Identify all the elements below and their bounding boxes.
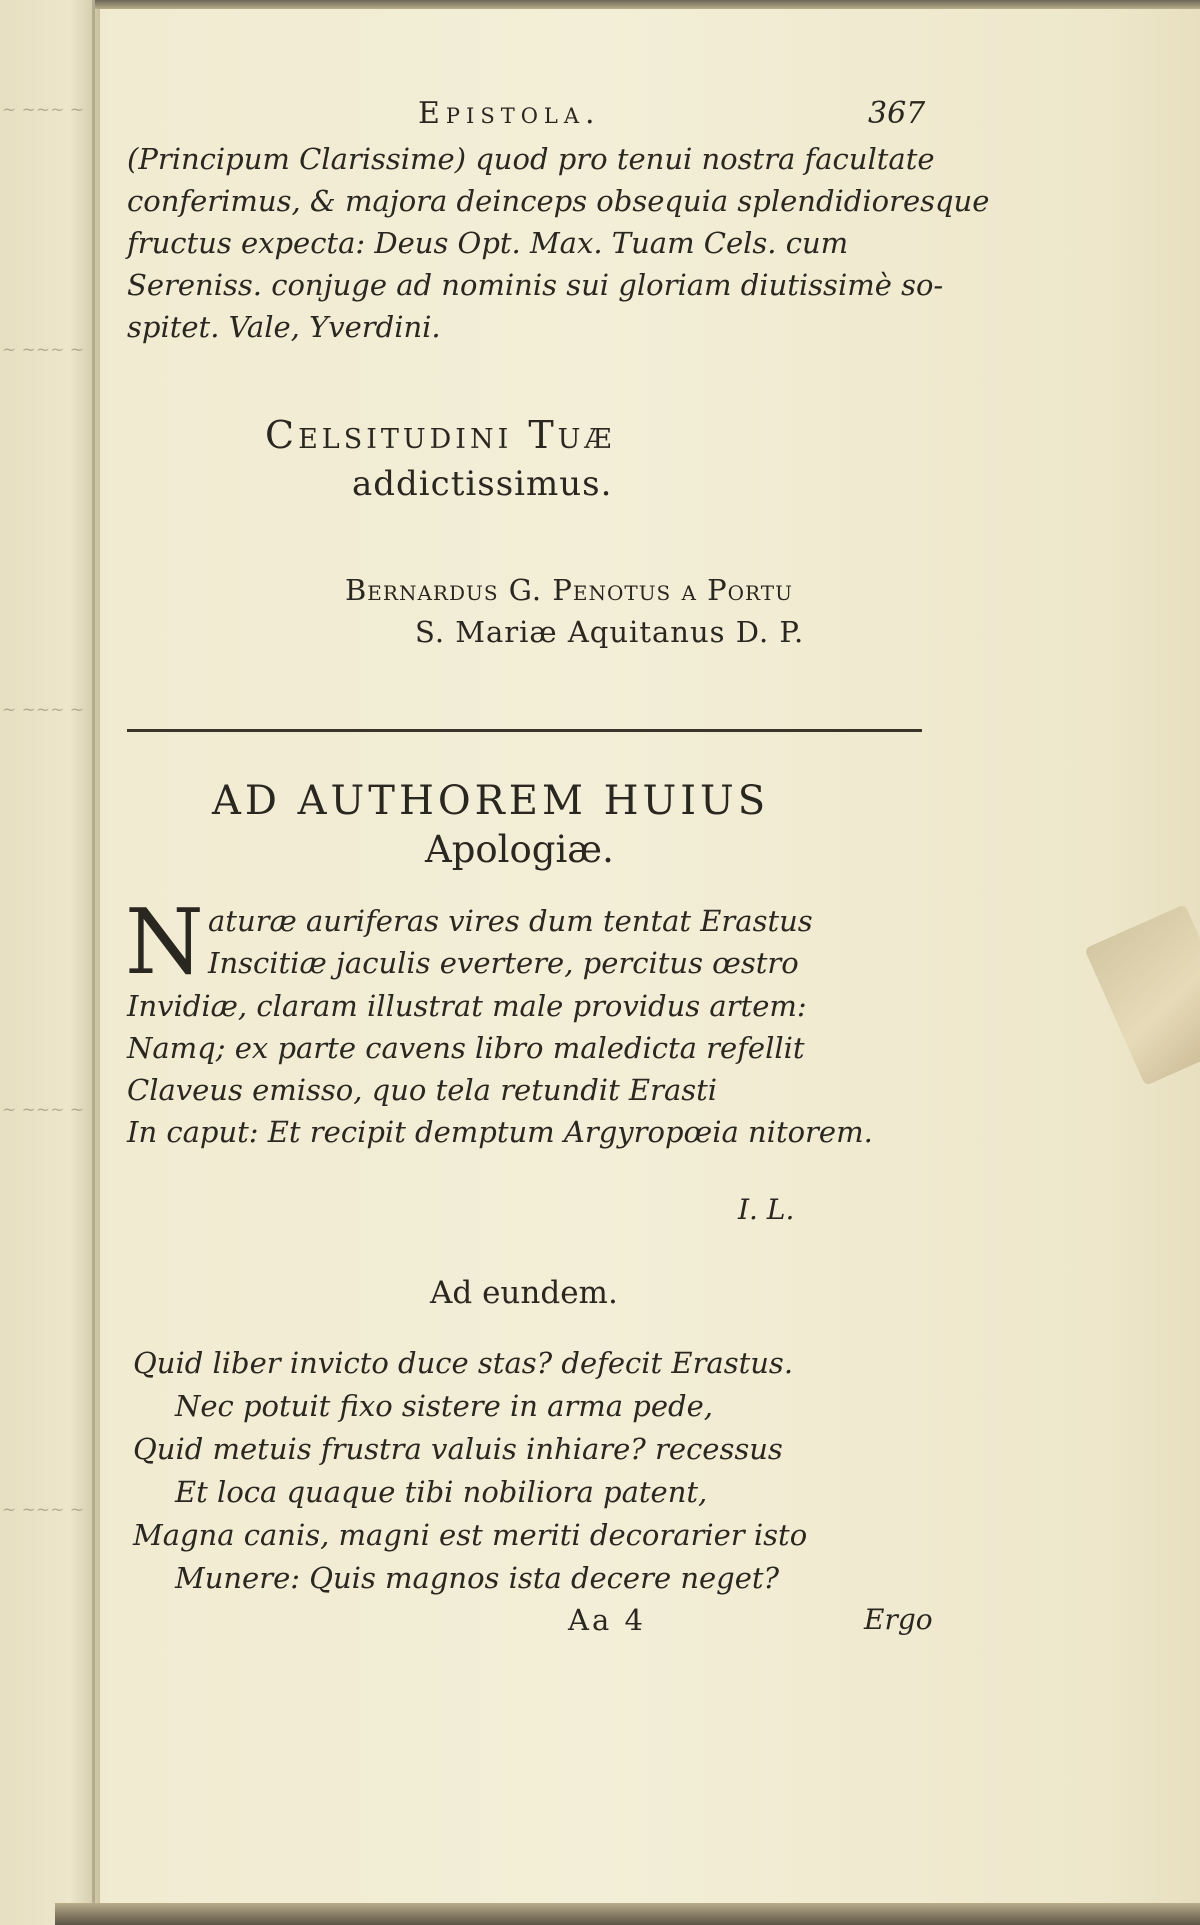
page-top-edge <box>95 0 1200 9</box>
verse-line: Magna canis, magni est meriti decorarier isto <box>133 1518 808 1552</box>
verse-line: Nec potuit fixo sistere in arma pede, <box>175 1389 713 1423</box>
prose-line: spitet. Vale, Yverdini. <box>127 310 441 344</box>
author-name: Bernardus G. Penotus a Portu <box>345 573 793 607</box>
paper-tab <box>1084 904 1200 1086</box>
salutation-line: Celsitudini Tuæ <box>265 413 616 457</box>
prose-line: conferimus, & majora deinceps obsequia splendidioresque <box>127 184 990 218</box>
verse-line: Namq; ex parte cavens libro maledicta refellit <box>127 1031 805 1065</box>
verse-line: In caput: Et recipit demptum Argyropœia nitorem. <box>127 1115 873 1149</box>
bleed-through: ~ ~~~ ~ <box>2 100 85 120</box>
poem-initials: I. L. <box>738 1193 795 1226</box>
verse-line: Inscitiæ jaculis evertere, percitus œstro <box>208 946 799 980</box>
bleed-through: ~ ~~~ ~ <box>2 340 85 360</box>
verse-line: Claveus emisso, quo tela retundit Erasti <box>127 1073 718 1107</box>
bleed-through: ~ ~~~ ~ <box>2 700 85 720</box>
verse-line: Et loca quaque tibi nobiliora patent, <box>175 1475 708 1509</box>
page-number: 367 <box>868 96 926 131</box>
bleed-through: ~ ~~~ ~ <box>2 1500 85 1520</box>
verse-line: Quid metuis frustra valuis inhiare? recessus <box>133 1432 783 1466</box>
prose-line: fructus expecta: Deus Opt. Max. Tuam Cels. cum <box>127 226 849 260</box>
poem-heading: Ad eundem. <box>430 1275 618 1311</box>
page-bottom-edge <box>55 1903 1200 1925</box>
catchword: Ergo <box>864 1603 933 1636</box>
section-rule <box>127 729 922 732</box>
prose-line: Sereniss. conjuge ad nominis sui gloriam diutissimè so- <box>127 268 944 302</box>
drop-cap: N <box>125 890 204 995</box>
poem-heading: AD AUTHOREM HUIUS <box>212 778 770 824</box>
gutter-fold <box>92 0 95 1925</box>
signature-mark: Aa 4 <box>568 1603 646 1637</box>
running-head: Epistola. <box>418 96 601 131</box>
poem-subheading: Apologiæ. <box>425 828 614 871</box>
prose-line: (Principum Clarissime) quod pro tenui nostra facultate <box>127 142 935 176</box>
gutter <box>0 0 100 1925</box>
verse-line: Quid liber invicto duce stas? defecit Erastus. <box>133 1346 794 1380</box>
salutation-line: addictissimus. <box>352 464 613 504</box>
verse-line: Invidiæ, claram illustrat male providus artem: <box>127 989 807 1023</box>
verse-line: aturæ auriferas vires dum tentat Erastus <box>208 904 813 938</box>
bleed-through: ~ ~~~ ~ <box>2 1100 85 1120</box>
author-origin: S. Mariæ Aquitanus D. P. <box>415 615 805 649</box>
verse-line: Munere: Quis magnos ista decere neget? <box>175 1561 780 1595</box>
